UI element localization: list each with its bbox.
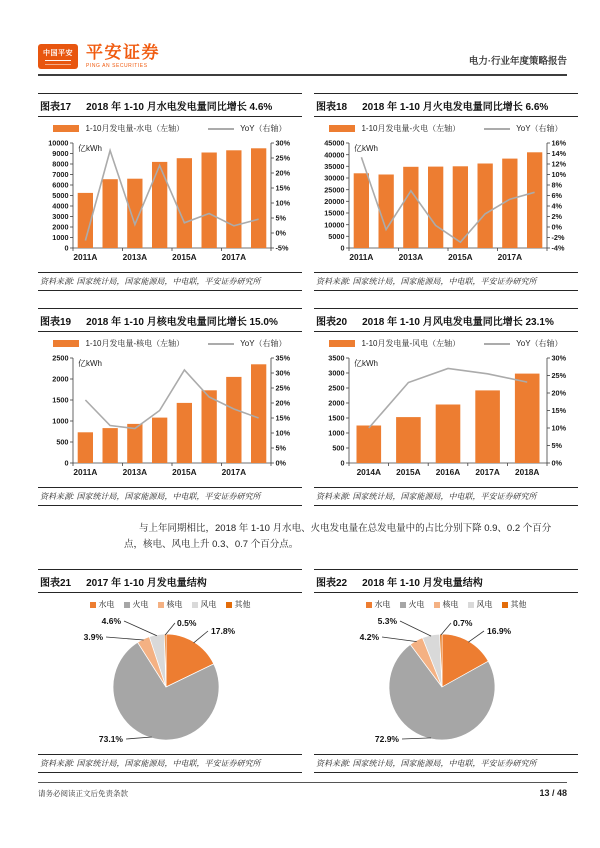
svg-text:2017A: 2017A (475, 467, 500, 477)
svg-text:0%: 0% (551, 458, 563, 468)
charts-row-1 (38, 93, 567, 291)
svg-text:2014A: 2014A (356, 467, 382, 477)
bar-line-chart-svg (38, 135, 302, 267)
pie-legend-item: 水电 (366, 599, 391, 610)
line-series-swatch (484, 128, 510, 130)
svg-text:10000: 10000 (324, 220, 345, 230)
pie-chart-canvas (38, 593, 302, 754)
bar-series-label: 1-10月发电量-风电（左轴） (361, 339, 461, 348)
svg-text:0: 0 (340, 243, 345, 253)
svg-text:20%: 20% (551, 388, 567, 398)
bar-line-chart-svg (314, 135, 578, 267)
legend-swatch (434, 602, 440, 608)
figure-title: 2018 年 1-10 月核电发电量同比增长 15.0% (86, 316, 278, 328)
bar-series-label: 1-10月发电量-水电（左轴） (85, 124, 185, 133)
svg-text:2017A: 2017A (497, 252, 523, 262)
svg-text:亿kWh: 亿kWh (78, 359, 102, 368)
svg-text:0.7%: 0.7% (453, 618, 473, 629)
figure-title: 2018 年 1-10 月火电发电量同比增长 6.6% (362, 101, 549, 113)
line-series-label: YoY（右轴） (516, 124, 563, 133)
chart-title (38, 308, 302, 332)
svg-text:8000: 8000 (52, 159, 69, 169)
svg-text:9000: 9000 (52, 149, 69, 159)
pingan-logo (38, 44, 160, 69)
svg-text:0.5%: 0.5% (177, 618, 197, 629)
logo-badge-divider (45, 60, 71, 65)
svg-text:5%: 5% (275, 213, 287, 223)
svg-text:8%: 8% (551, 180, 563, 190)
svg-text:2011A: 2011A (349, 252, 374, 262)
line-series-swatch (484, 343, 510, 345)
brand-name: 平安证券 (86, 43, 160, 62)
svg-text:0: 0 (340, 458, 345, 468)
figure-number: 图表18 (316, 101, 348, 113)
svg-text:20%: 20% (275, 398, 291, 408)
bar-line-chart-svg (38, 350, 302, 482)
page-footer (38, 782, 567, 799)
svg-text:-4%: -4% (551, 243, 565, 253)
figure-number: 图表20 (316, 316, 348, 328)
pie-legend-item: 风电 (192, 599, 217, 610)
source-note: 资料来源: 国家统计局，国家能源局，中电联，平安证券研究所 (38, 487, 302, 506)
chart-legend (314, 122, 578, 135)
svg-text:4.2%: 4.2% (359, 632, 379, 643)
page-number: 13 / 48 (539, 788, 567, 798)
report-header (38, 44, 567, 76)
svg-text:73.1%: 73.1% (98, 734, 123, 745)
chart-title (38, 569, 302, 593)
svg-text:35000: 35000 (324, 161, 345, 171)
pie-slices (113, 634, 219, 740)
svg-text:2013A: 2013A (122, 467, 148, 477)
svg-text:6%: 6% (551, 191, 563, 201)
legend-swatch (468, 602, 474, 608)
legend-swatch (192, 602, 198, 608)
svg-text:10%: 10% (275, 428, 291, 438)
line-series-label: YoY（右轴） (240, 339, 287, 348)
svg-text:15%: 15% (275, 413, 291, 423)
svg-text:15000: 15000 (324, 208, 345, 218)
svg-text:3.9%: 3.9% (83, 632, 103, 643)
svg-text:2017A: 2017A (221, 467, 247, 477)
source-note: 资料来源: 国家统计局，国家能源局，中电联，平安证券研究所 (38, 754, 302, 773)
svg-text:4000: 4000 (52, 201, 69, 211)
pie-legend-item: 其他 (502, 599, 527, 610)
brand-text (86, 44, 160, 69)
svg-text:15%: 15% (275, 183, 291, 193)
svg-text:30%: 30% (551, 353, 567, 363)
svg-text:2015A: 2015A (172, 467, 197, 477)
svg-text:-5%: -5% (275, 243, 289, 253)
svg-text:35%: 35% (275, 353, 291, 363)
figure-title: 2018 年 1-10 月风电发电量同比增长 23.1% (362, 316, 554, 328)
svg-text:2018A: 2018A (514, 467, 540, 477)
svg-text:4.6%: 4.6% (101, 616, 121, 627)
svg-text:2013A: 2013A (122, 252, 148, 262)
pie-chart-svg (314, 611, 578, 749)
legend-swatch (158, 602, 164, 608)
svg-text:亿kWh: 亿kWh (78, 144, 102, 153)
bar-series-label: 1-10月发电量-核电（左轴） (85, 339, 185, 348)
bar-line-chart-canvas (38, 117, 302, 272)
svg-text:0%: 0% (551, 222, 563, 232)
svg-text:17.8%: 17.8% (211, 626, 236, 637)
legend-swatch (124, 602, 130, 608)
pingan-logo-badge (38, 44, 78, 69)
pie-legend-item: 核电 (158, 599, 183, 610)
svg-text:500: 500 (56, 437, 69, 447)
svg-text:0%: 0% (275, 228, 287, 238)
svg-text:20%: 20% (275, 168, 291, 178)
svg-text:2500: 2500 (52, 353, 69, 363)
svg-text:1000: 1000 (328, 428, 345, 438)
line-series-swatch (208, 128, 234, 130)
svg-text:72.9%: 72.9% (374, 734, 399, 745)
legend-swatch (400, 602, 406, 608)
charts-row-3 (38, 569, 567, 773)
body-paragraph: 与上年同期相比，2018 年 1-10 月水电、火电发电量在总发电量中的占比分别下降 0.9、0.2 个百分点，核电、风电上升 0.3、0.7 个百分点。 (124, 523, 552, 550)
bar-line-chart-canvas (38, 332, 302, 487)
svg-text:2016A: 2016A (435, 467, 461, 477)
figure-20-block (314, 308, 578, 506)
pie-legend-item: 风电 (468, 599, 493, 610)
chart-legend (38, 122, 302, 135)
figure-18-block (314, 93, 578, 291)
svg-text:1000: 1000 (52, 233, 69, 243)
brand-name-en: PING AN SECURITIES (86, 63, 148, 69)
figure-number: 图表17 (40, 101, 72, 113)
logo-badge-text: 中国平安 (43, 50, 73, 57)
figure-number: 图表22 (316, 577, 348, 589)
legend-swatch (366, 602, 372, 608)
chart-title (314, 93, 578, 117)
figure-17-block (38, 93, 302, 291)
svg-text:0%: 0% (275, 458, 287, 468)
charts-row-2 (38, 308, 567, 506)
bar-line-chart-canvas (314, 117, 578, 272)
pie-chart-canvas (314, 593, 578, 754)
svg-text:5000: 5000 (52, 191, 69, 201)
svg-text:10%: 10% (551, 170, 567, 180)
svg-text:2015A: 2015A (396, 467, 421, 477)
svg-text:2000: 2000 (328, 398, 345, 408)
svg-text:5%: 5% (275, 443, 287, 453)
figure-title: 2018 年 1-10 月水电发电量同比增长 4.6% (86, 101, 273, 113)
source-note: 资料来源: 国家统计局，国家能源局，中电联，平安证券研究所 (314, 272, 578, 291)
bar-line-chart-svg (314, 350, 578, 482)
pie-legend (38, 598, 302, 611)
svg-text:2013A: 2013A (398, 252, 424, 262)
legend-swatch (502, 602, 508, 608)
svg-text:45000: 45000 (324, 138, 345, 148)
disclaimer-text: 请务必阅读正文后免责条款 (38, 789, 128, 798)
svg-text:30%: 30% (275, 138, 291, 148)
svg-text:2500: 2500 (328, 383, 345, 393)
bars-group (78, 364, 267, 463)
svg-text:500: 500 (332, 443, 345, 453)
svg-text:1500: 1500 (52, 395, 69, 405)
svg-text:2017A: 2017A (221, 252, 247, 262)
chart-legend (314, 337, 578, 350)
figure-21-block (38, 569, 302, 773)
chart-title (314, 569, 578, 593)
svg-text:16%: 16% (551, 138, 567, 148)
pie-legend-item: 核电 (434, 599, 459, 610)
svg-text:4%: 4% (551, 201, 563, 211)
svg-text:-2%: -2% (551, 233, 565, 243)
svg-text:10000: 10000 (48, 138, 69, 148)
bar-series-swatch (329, 340, 355, 347)
svg-text:15%: 15% (551, 406, 567, 416)
source-note: 资料来源: 国家统计局，国家能源局，中电联，平安证券研究所 (314, 487, 578, 506)
svg-text:5%: 5% (551, 441, 563, 451)
svg-text:10%: 10% (275, 198, 291, 208)
pie-legend (314, 598, 578, 611)
svg-text:2015A: 2015A (448, 252, 473, 262)
svg-text:3000: 3000 (328, 368, 345, 378)
svg-text:25%: 25% (275, 383, 291, 393)
svg-text:20000: 20000 (324, 196, 345, 206)
bar-series-swatch (53, 125, 79, 132)
svg-text:3500: 3500 (328, 353, 345, 363)
bars-group (357, 374, 540, 463)
svg-text:10%: 10% (551, 423, 567, 433)
pie-legend-item: 其他 (226, 599, 251, 610)
line-series-label: YoY（右轴） (516, 339, 563, 348)
svg-text:25000: 25000 (324, 185, 345, 195)
svg-text:0: 0 (64, 458, 69, 468)
bar-line-chart-canvas (314, 332, 578, 487)
svg-text:亿kWh: 亿kWh (354, 144, 378, 153)
svg-text:14%: 14% (551, 149, 567, 159)
source-note: 资料来源: 国家统计局，国家能源局，中电联，平安证券研究所 (38, 272, 302, 291)
figure-title: 2017 年 1-10 月发电量结构 (86, 577, 207, 589)
svg-text:2011A: 2011A (73, 252, 98, 262)
figure-22-block (314, 569, 578, 773)
svg-text:6000: 6000 (52, 180, 69, 190)
svg-text:2011A: 2011A (73, 467, 98, 477)
pie-legend-item: 火电 (124, 599, 149, 610)
svg-text:0: 0 (64, 243, 69, 253)
svg-text:25%: 25% (275, 153, 291, 163)
svg-text:2000: 2000 (52, 374, 69, 384)
figure-number: 图表21 (40, 577, 72, 589)
svg-text:16.9%: 16.9% (487, 626, 512, 637)
svg-text:2%: 2% (551, 212, 563, 222)
svg-text:30000: 30000 (324, 173, 345, 183)
svg-text:3000: 3000 (52, 212, 69, 222)
svg-text:12%: 12% (551, 159, 567, 169)
svg-text:2015A: 2015A (172, 252, 197, 262)
bar-series-swatch (53, 340, 79, 347)
pie-slices (389, 634, 495, 740)
bar-series-label: 1-10月发电量-火电（左轴） (361, 124, 461, 133)
svg-text:2000: 2000 (52, 222, 69, 232)
svg-text:1000: 1000 (52, 416, 69, 426)
figure-19-block (38, 308, 302, 506)
chart-title (38, 93, 302, 117)
svg-text:30%: 30% (275, 368, 291, 378)
figure-number: 图表19 (40, 316, 72, 328)
legend-swatch (90, 602, 96, 608)
line-series-label: YoY（右轴） (240, 124, 287, 133)
source-note: 资料来源: 国家统计局，国家能源局，中电联，平安证券研究所 (314, 754, 578, 773)
report-type-label: 电力·行业年度策略报告 (468, 56, 567, 67)
bar-series-swatch (329, 125, 355, 132)
svg-text:1500: 1500 (328, 413, 345, 423)
line-series-swatch (208, 343, 234, 345)
pie-legend-item: 火电 (400, 599, 425, 610)
chart-legend (38, 337, 302, 350)
legend-swatch (226, 602, 232, 608)
svg-text:7000: 7000 (52, 170, 69, 180)
svg-text:25%: 25% (551, 371, 567, 381)
svg-text:5000: 5000 (328, 231, 345, 241)
chart-title (314, 308, 578, 332)
svg-text:亿kWh: 亿kWh (354, 359, 378, 368)
pie-chart-svg (38, 611, 302, 749)
pie-legend-item: 水电 (90, 599, 115, 610)
figure-title: 2018 年 1-10 月发电量结构 (362, 577, 483, 589)
svg-text:40000: 40000 (324, 150, 345, 160)
svg-text:5.3%: 5.3% (377, 616, 397, 627)
